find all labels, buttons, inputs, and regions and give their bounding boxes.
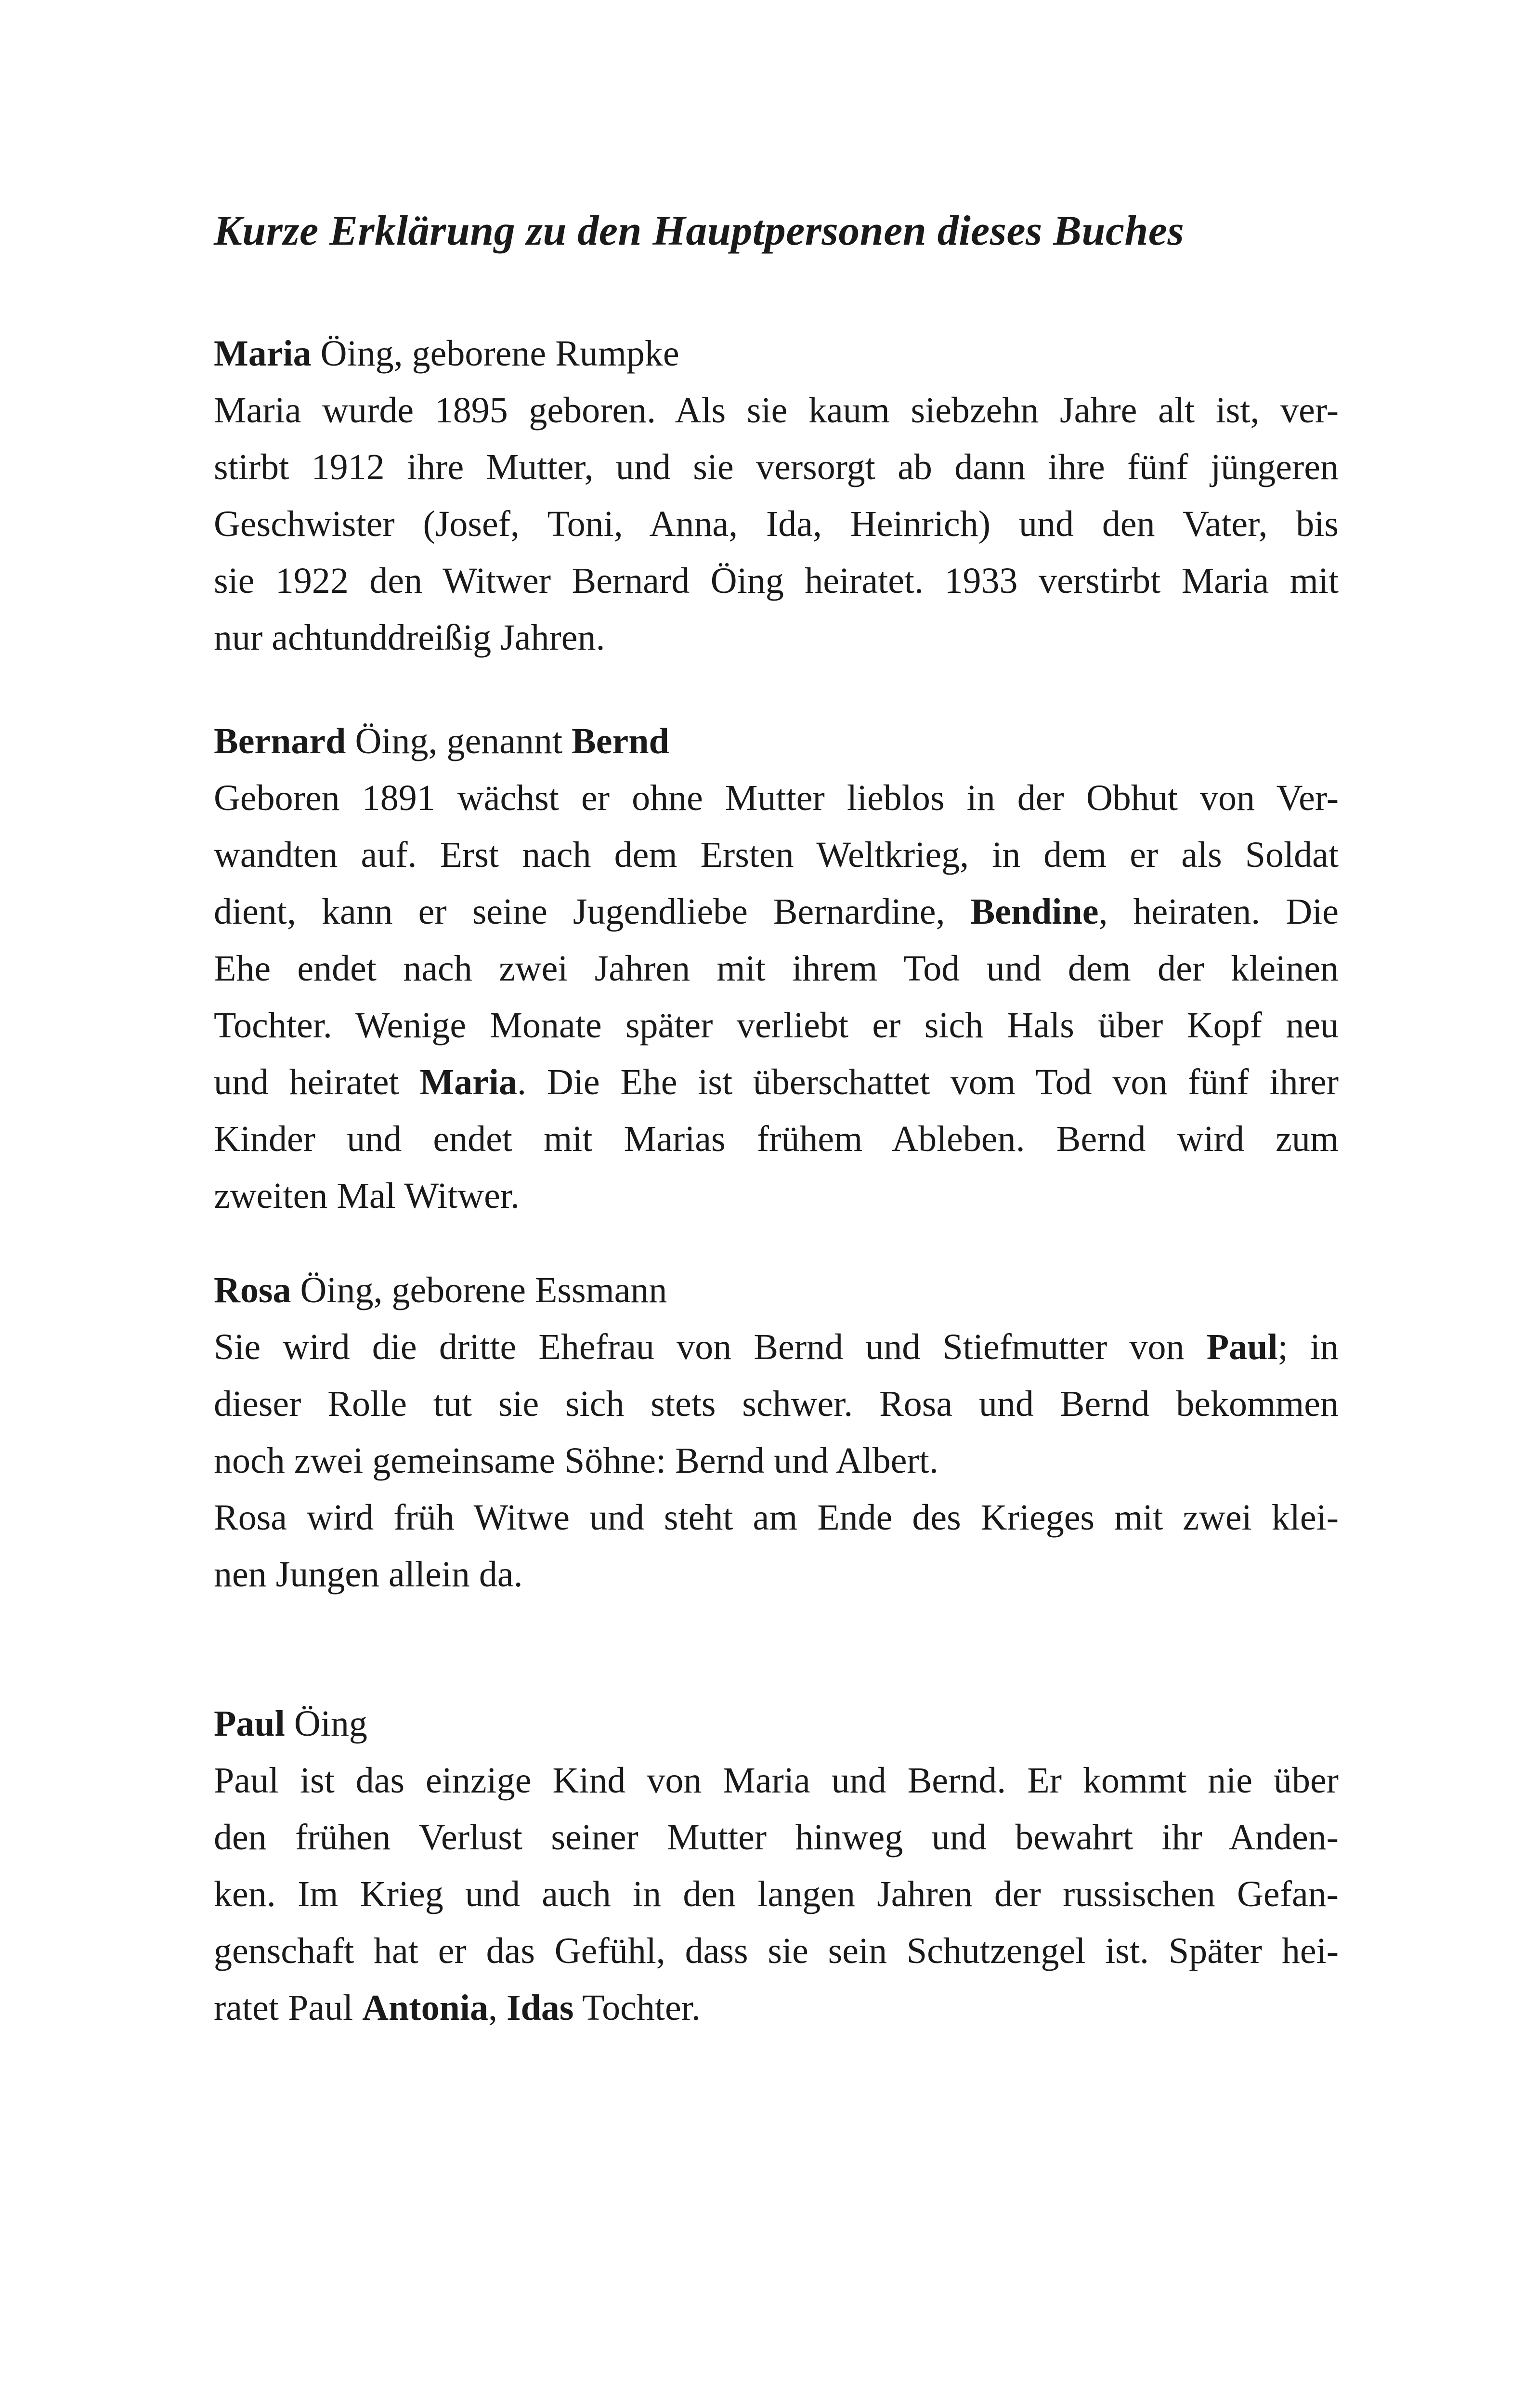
person-reference: Paul xyxy=(1206,1327,1278,1367)
text-line: wandten auf. Erst nach dem Ersten Weltkrieg, in dem er als Soldat xyxy=(214,835,1339,875)
text-line xyxy=(214,1319,1339,1375)
text-segment: ; in xyxy=(1277,1327,1339,1367)
person-details: Öing, geborene Essmann xyxy=(291,1270,667,1310)
text-segment: Sie wird die dritte Ehefrau von Bernd und Stiefmutter von xyxy=(214,1327,1207,1367)
text-line: Kinder und endet mit Marias frühem Ableben. Bernd wird zum xyxy=(214,1119,1339,1159)
person-details: Öing xyxy=(285,1703,367,1744)
text-line: Ehe endet nach zwei Jahren mit ihrem Tod und dem der kleinen xyxy=(214,948,1339,989)
text-segment: . Die Ehe ist überschattet vom Tod von fünf ihrer xyxy=(517,1062,1339,1102)
text-line: noch zwei gemeinsame Söhne: Bernd und Albert. xyxy=(214,1440,938,1481)
text-line: den frühen Verlust seiner Mutter hinweg und bewahrt ihr Anden- xyxy=(214,1817,1339,1858)
person-reference: Antonia xyxy=(362,1988,488,2028)
text-line: Tochter. Wenige Monate später verliebt er sich Hals über Kopf neu xyxy=(214,1005,1339,1046)
entry-heading xyxy=(214,1262,1339,1319)
text-line xyxy=(214,883,1339,940)
entry-maria xyxy=(214,325,1339,666)
text-line: Geboren 1891 wächst er ohne Mutter lieblos in der Obhut von Ver- xyxy=(214,778,1339,818)
person-name: Maria xyxy=(214,333,312,374)
text-line: dieser Rolle tut sie sich stets schwer. Rosa und Bernd bekommen xyxy=(214,1384,1339,1424)
text-line: Maria wurde 1895 geboren. Als sie kaum siebzehn Jahre alt ist, ver- xyxy=(214,390,1339,431)
person-name: Bernard xyxy=(214,721,346,761)
person-name: Rosa xyxy=(214,1270,291,1310)
page-title: Kurze Erklärung zu den Hauptpersonen dieses Buches xyxy=(214,208,1185,254)
text-line: genschaft hat er das Gefühl, dass sie sein Schutzengel ist. Später hei- xyxy=(214,1931,1339,1971)
text-line: nur achtunddreißig Jahren. xyxy=(214,617,605,658)
person-reference: Maria xyxy=(419,1062,518,1102)
text-segment: , xyxy=(488,1988,507,2028)
text-segment: und heiratet xyxy=(214,1062,420,1102)
text-segment: dient, kann er seine Jugendliebe Bernardine, xyxy=(214,891,971,932)
entry-heading xyxy=(214,1695,1339,1752)
text-segment: ratet Paul xyxy=(214,1988,363,2028)
text-line: ken. Im Krieg und auch in den langen Jahren der russischen Gefan- xyxy=(214,1874,1339,1914)
person-name: Paul xyxy=(214,1703,285,1744)
person-details: Öing, genannt xyxy=(346,721,572,761)
person-reference: Idas xyxy=(506,1988,574,2028)
text-segment: Tochter. xyxy=(573,1988,701,2028)
text-line: nen Jungen allein da. xyxy=(214,1554,523,1595)
person-alias: Bernd xyxy=(572,721,669,761)
text-line xyxy=(214,1979,1339,2036)
person-reference: Bendine xyxy=(970,891,1099,932)
text-segment: , heiraten. Die xyxy=(1098,891,1339,932)
entry-rosa xyxy=(214,1262,1339,1603)
entry-heading xyxy=(214,325,1339,382)
book-page xyxy=(214,202,1339,2028)
person-details: Öing, geborene Rumpke xyxy=(311,333,679,374)
text-line: Paul ist das einzige Kind von Maria und Bernd. Er kommt nie über xyxy=(214,1760,1339,1801)
entry-heading xyxy=(214,713,1339,770)
text-line xyxy=(214,1054,1339,1111)
text-line: Rosa wird früh Witwe und steht am Ende des Krieges mit zwei klei- xyxy=(214,1497,1339,1538)
text-line: sie 1922 den Witwer Bernard Öing heiratet. 1933 verstirbt Maria mit xyxy=(214,561,1339,601)
text-line: zweiten Mal Witwer. xyxy=(214,1176,520,1216)
entry-bernard xyxy=(214,713,1339,1224)
text-line: Geschwister (Josef, Toni, Anna, Ida, Heinrich) und den Vater, bis xyxy=(214,504,1339,544)
entry-paul xyxy=(214,1695,1339,2036)
text-line: stirbt 1912 ihre Mutter, und sie versorgt ab dann ihre fünf jüngeren xyxy=(214,447,1339,487)
